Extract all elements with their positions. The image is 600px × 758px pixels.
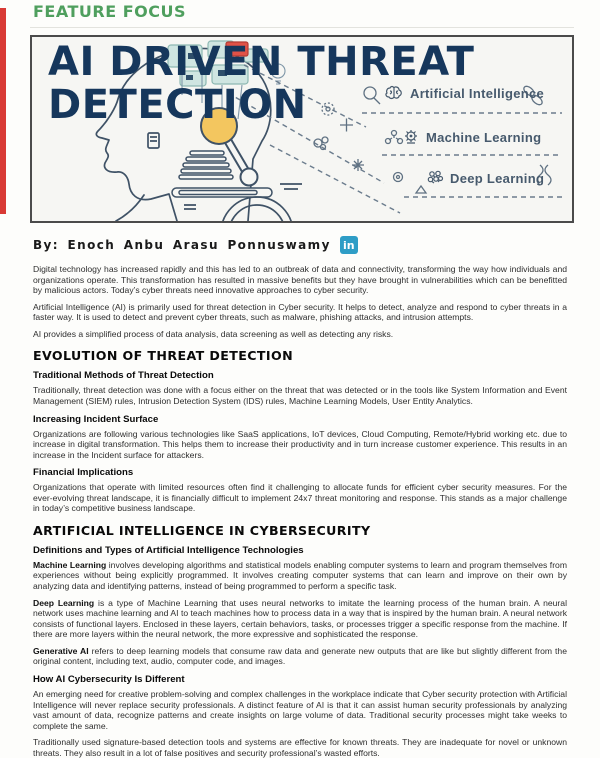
subsection-heading: Definitions and Types of Artificial Intelligence Technologies	[33, 544, 304, 556]
subsection-heading: Traditional Methods of Threat Detection	[33, 370, 214, 382]
hero-title	[48, 41, 474, 127]
byline-text: By: Enoch Anbu Arasu Ponnuswamy	[33, 238, 331, 252]
body-paragraph: Machine Learning involves developing algorithms and statistical models enabling computer systems to learn and program themselves from experiences without being explicitly programmed. It involves creating computer systems that can learn and improve on their own by analyzing data and identifying patterns, instead of being programmed to perform a specific task.	[33, 559, 567, 591]
byline	[33, 236, 600, 254]
hero-label-text: Deep Learning	[450, 170, 545, 186]
subsection-heading: Financial Implications	[33, 467, 134, 479]
hero-image	[30, 35, 574, 223]
hero-title-line2: DETECTION	[48, 82, 307, 128]
intro-paragraph: AI provides a simplified process of data analysis, data screening as well as detecting any risks.	[33, 328, 394, 339]
left-accent-bar	[0, 8, 6, 214]
body-paragraph: Organizations that operate with limited resources often find it challenging to allocate funds for efficient cyber security measures. For the ever-evolving threat landscape, it is financially difficult to implement 24x7 threat monitoring and response. This stands as a major challenge in today’s competitive business landscape.	[33, 482, 567, 514]
section-heading: ARTIFICIAL INTELLIGENCE IN CYBERSECURITY	[33, 522, 371, 538]
body-paragraph: Traditionally, threat detection was done with a focus either on the threat that was detected or in the tools like System Information and Event Management (SIEM) rules, Intrusion Detection System (IDS) rules, Machine Learning Models, User Entity Analytics.	[33, 385, 567, 406]
divider	[30, 27, 574, 28]
linkedin-icon[interactable]: in	[340, 236, 358, 254]
kicker: FEATURE FOCUS	[33, 2, 187, 21]
paragraph-lead: Deep Learning	[33, 597, 95, 608]
body-paragraph: Organizations are following various technologies like SaaS applications, IoT devices, Cloud Computing, Remote/Hybrid working etc. due to increase in digital transformation. This helps them to increase their productivity and in turn increase customer experience. This results in an increase in the Incident surface for attackers.	[33, 428, 567, 460]
intro-paragraph: Digital technology has increased rapidly and this has led to an outbreak of data and connectivity, transforming the way how individuals and organizations operate. This transformation has resulted in massive benefits but they have brought in vulnerabilities which can be benefitted by malicious actors. Today’s cyber threats need innovative approaches to cyber security.	[33, 264, 567, 296]
body-paragraph: Deep Learning is a type of Machine Learning that uses neural networks to imitate the learning process of the human brain. A neural network uses machine learning and AI to teach machines how to process data in a way that is inspired by the human brain. A neural network consists of functional layers. Enclosed in these layers, certain behaviors, tasks, or processes trigger a specific response from the machine. If there are more layers within the neural network, the more expressive and sophisticated the response.	[33, 597, 567, 640]
subsection-heading: How AI Cybersecurity Is Different	[33, 673, 185, 685]
hero-title-line1: AI DRIVEN THREAT	[48, 39, 475, 85]
brain-icon	[384, 85, 404, 101]
gear-icon	[402, 129, 420, 146]
body-paragraph: Generative AI refers to deep learning models that consume raw data and generate new outputs that are like but slightly different from the original content, including text, audio, computer code, and images.	[33, 645, 567, 667]
hero-label-machine-learning	[402, 129, 541, 146]
paragraph-lead: Machine Learning	[33, 559, 107, 570]
magazine-page	[0, 2, 600, 758]
hero-label-text: Machine Learning	[426, 130, 542, 145]
body-paragraph: An emerging need for creative problem-solving and complex challenges in the workplace indicate that Cyber security protection with Artificial Intelligence will never replace security professionals. A distinct feature of AI is that it can assist human security professionals by analyzing vast amount of data, recognize patterns and create insights on large volume of data. Traditional security processes might take weeks to complete the same.	[33, 688, 567, 731]
article-body	[33, 264, 567, 758]
section-heading: EVOLUTION OF THREAT DETECTION	[33, 348, 294, 364]
intro-paragraph: Artificial Intelligence (AI) is primarily used for threat detection in Cyber security. It helps to detect, analyze and respond to cyber threats in a faster way. It is used to detect and prevent cyber threats, such as malware, phishing attacks, and intrusion attempts.	[33, 301, 567, 323]
subsection-heading: Increasing Incident Surface	[33, 413, 159, 425]
neural-network-icon	[426, 170, 444, 186]
hero-label-text: Artificial Intelligence	[410, 85, 545, 101]
paragraph-lead: Generative AI	[33, 645, 89, 656]
body-paragraph: Traditionally used signature-based detection tools and systems are effective for known threats. They are inadequate for novel or unknown threats. They also result in a lot of false positives and security professional’s wasted efforts.	[33, 737, 567, 758]
hero-label-artificial-intelligence	[384, 85, 544, 101]
hero-label-deep-learning	[426, 170, 544, 186]
